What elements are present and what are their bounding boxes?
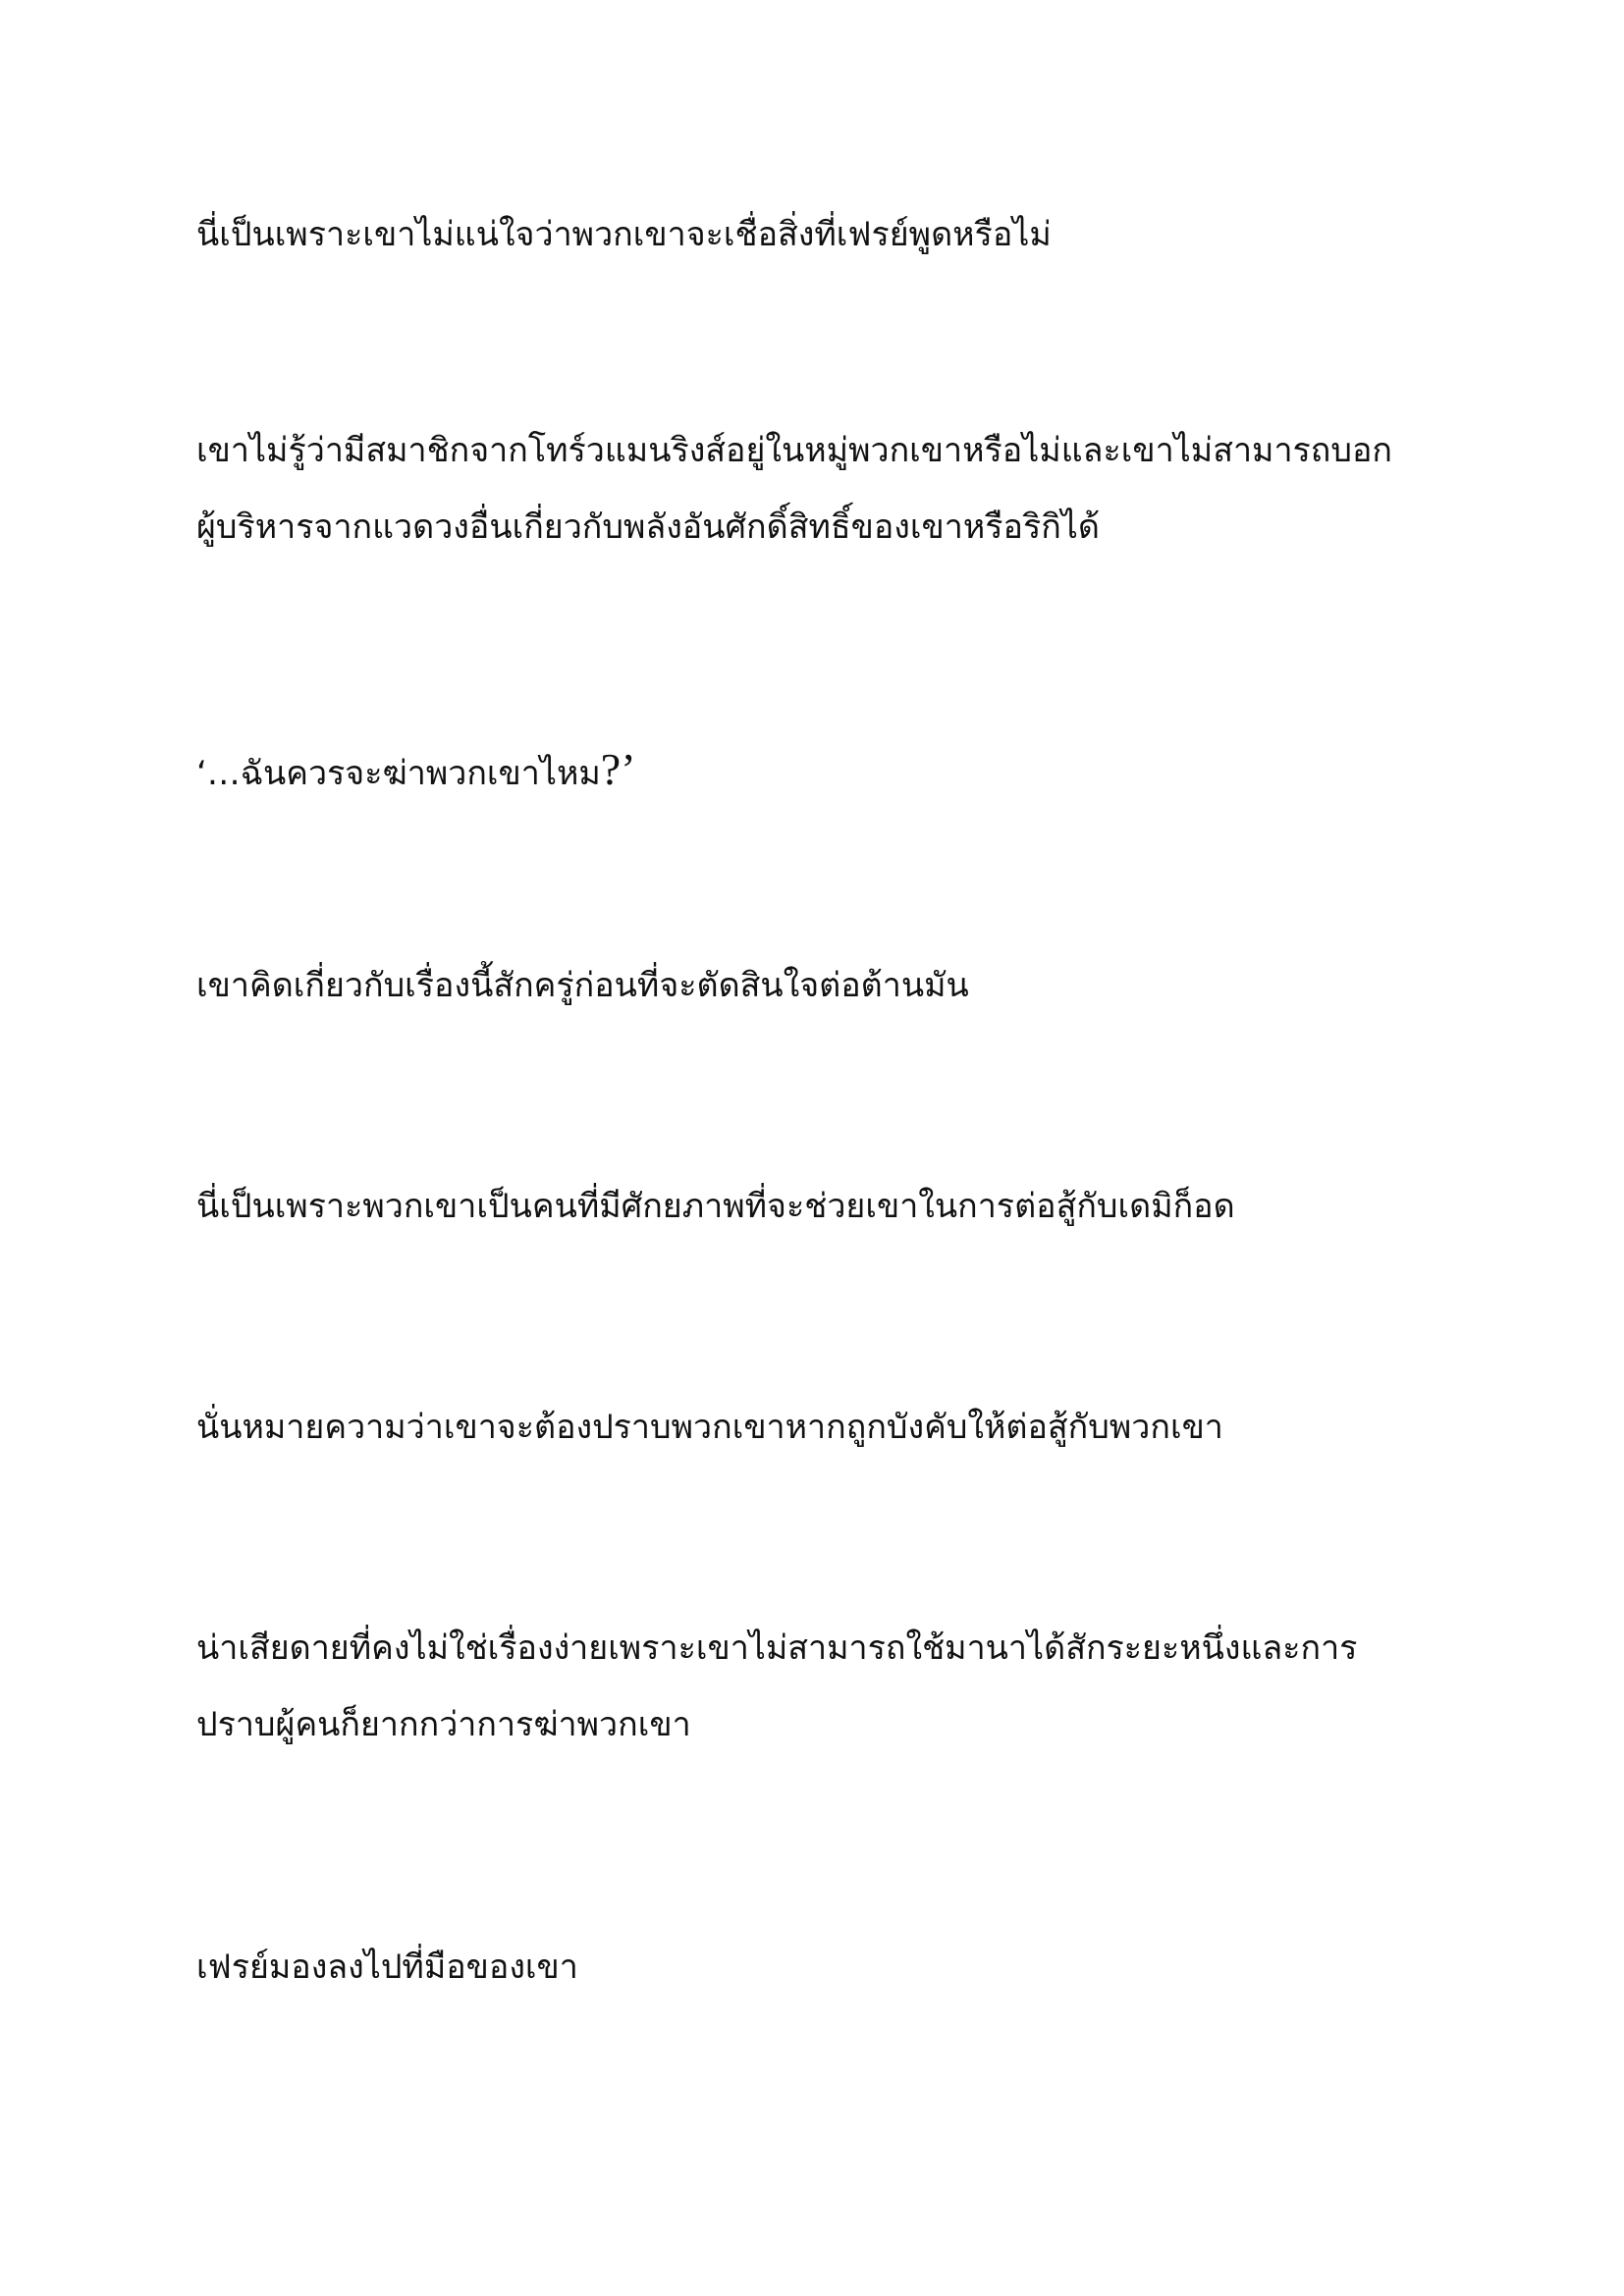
text-line: นี่เป็นเพราะพวกเขาเป็นคนที่มีศักยภาพที่จะช่วยเขาในการต่อสู้กับเดมิก็อด	[196, 1187, 1235, 1226]
text-line: ผู้บริหารจากแวดวงอื่นเกี่ยวกับพลังอันศักดิ์สิทธิ์ของเขาหรือริกิได้	[196, 507, 1100, 547]
paragraph-7	[196, 1610, 1473, 1763]
paragraph-4	[196, 947, 1473, 1024]
text-line: ปราบผู้คนก็ยากกว่าการฆ่าพวกเขา	[196, 1705, 691, 1744]
paragraph-5	[196, 1168, 1473, 1245]
paragraph-8	[196, 1929, 1473, 2005]
text-line: เฟรย์มองลงไปที่มือของเขา	[196, 1948, 578, 1987]
text-line: เขาไม่รู้ว่ามีสมาชิกจากโทร์วแมนริงส์อยู่ในหมู่พวกเขาหรือไม่และเขาไม่สามารถบอก	[196, 431, 1392, 470]
closing-mark: ?’	[600, 744, 636, 794]
text-line	[196, 731, 1473, 812]
text-line: นี่เป็นเพราะเขาไม่แน่ใจว่าพวกเขาจะเชื่อสิ่งที่เฟรย์พูดหรือไม่	[196, 215, 1052, 254]
paragraph-3	[196, 731, 1473, 812]
paragraph-6	[196, 1389, 1473, 1466]
paragraph-2	[196, 412, 1473, 565]
text-line: นั่นหมายความว่าเขาจะต้องปราบพวกเขาหากถูกบังคับให้ต่อสู้กับพวกเขา	[196, 1408, 1223, 1447]
text-line: เขาคิดเกี่ยวกับเรื่องนี้สักครู่ก่อนที่จะตัดสินใจต่อต้านมัน	[196, 966, 969, 1005]
paragraph-1	[196, 196, 1473, 273]
text-line: น่าเสียดายที่คงไม่ใช่เรื่องง่ายเพราะเขาไม่สามารถใช้มานาได้สักระยะหนึ่งและการ	[196, 1629, 1358, 1668]
thought-text: ‘…ฉันควรจะฆ่าพวกเขาไหม	[196, 754, 601, 793]
